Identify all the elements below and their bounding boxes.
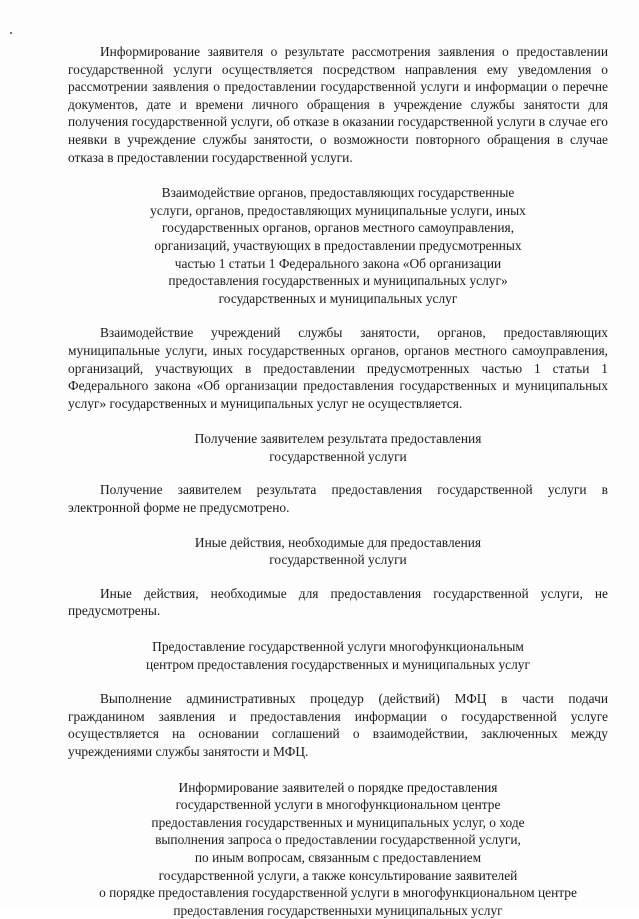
heading-receiving-result: Получение заявителем результата предоставления государственной услуги — [194, 431, 482, 464]
document-body — [68, 43, 608, 919]
paragraph-interaction-not-performed: Взаимодействие учреждений службы занятости, органов, предоставляющих муниципальные услуги, иных государственных органов, органов местного самоуправления, организаций, участвующих в предоставлении предусмотренных частью 1 статьи 1 Федерального закона «Об организации предоставления государственных и муниципальных услуг» государственных и муниципальных услуг не осуществляется. — [68, 325, 608, 411]
paragraph-other-actions: Иные действия, необходимые для предоставления государственной услуги, не предусмотрены. — [68, 585, 608, 619]
paragraph-electronic-form: Получение заявителем результата предоставления государственной услуги в электронной форме не предусмотрено. — [68, 482, 608, 516]
heading-other-actions: Иные действия, необходимые для предоставления государственной услуги — [194, 534, 482, 568]
scan-speck — [10, 32, 12, 34]
heading-mfc-provision: Предоставление государственной услуги многофункциональным центром предоставления государственных и муниципальных услуг — [146, 639, 530, 672]
heading-informing-applicants: Информирование заявителей о порядке предоставления государственной услуги в многофункциональном центре предоставления государственных и муниципальных услуг, о ходе выполнения запроса о предоставлении государственной услуги, по иным вопросам, связанным с предоставлением государственной услуги, а также консультирование заявителей о порядке предоставления государственной услуги в многофункциональном центре предоставления государственныхи муниципальных услуг — [99, 779, 577, 918]
heading-interaction-of-bodies: Взаимодействие органов, предоставляющих государственные услуги, органов, предоставляющих муниципальные услуги, иных государственных органов, органов местного самоуправления, организаций, участвующих в предоставлении предусмотренных частью 1 статьи 1 Федерального закона «Об организации предоставления государственных и муниципальных услуг» государственных и муниципальных услуг — [150, 185, 526, 306]
paragraph-mfc-procedures: Выполнение административных процедур (действий) МФЦ в части подачи гражданином заявления и предоставления информации о государственной услуге осуществляется на основании соглашений о взаимодействии, заключенных между учреждениями службы занятости и МФЦ. — [68, 691, 608, 759]
paragraph-result-notification: Информирование заявителя о результате рассмотрения заявления о предоставлении государственной услуги осуществляется посредством направления ему уведомления о рассмотрении заявления о предоставлении государственной услуги и информации о перечне документов, дате и времени личного обращения в учреждение службы занятости для получения государственной услуги, об отказе в оказании государственной услуги в случае его неявки в учреждение службы занятости, о возможности повторного обращения в случае отказа в предоставлении государственной услуги. — [68, 44, 608, 165]
